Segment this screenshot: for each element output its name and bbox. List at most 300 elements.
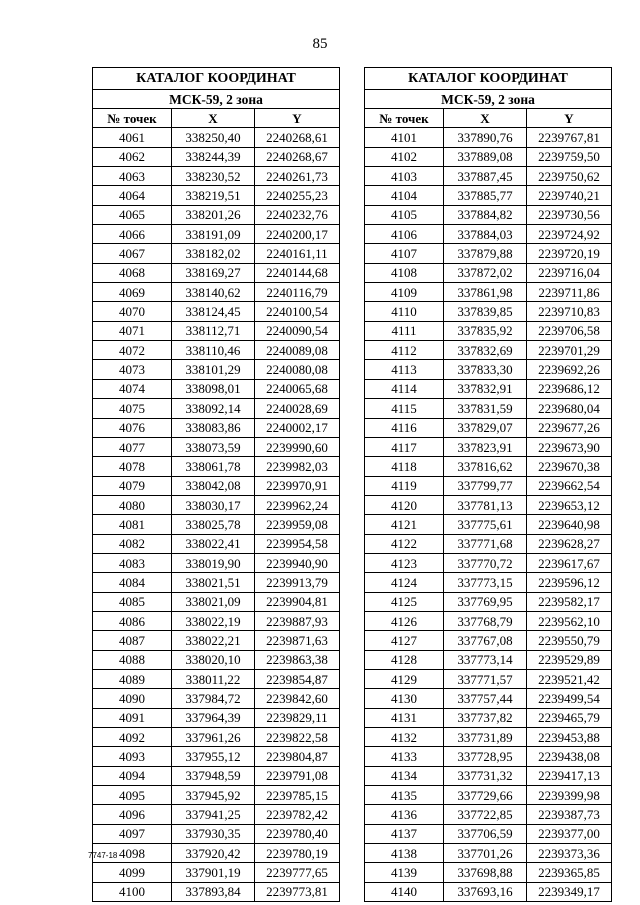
point-number-cell: 4087 xyxy=(93,631,172,650)
y-coordinate-cell: 2239954,58 xyxy=(255,534,340,553)
point-number-cell: 4114 xyxy=(365,379,444,398)
point-number-cell: 4119 xyxy=(365,476,444,495)
table-row xyxy=(93,669,340,688)
y-coordinate-cell: 2239750,62 xyxy=(527,167,612,186)
table-row xyxy=(93,708,340,727)
point-number-cell: 4108 xyxy=(365,263,444,282)
table-row xyxy=(93,437,340,456)
y-coordinate-cell: 2239453,88 xyxy=(527,728,612,747)
table-row xyxy=(93,534,340,553)
table-row xyxy=(365,476,612,495)
x-coordinate-cell: 338042,08 xyxy=(172,476,255,495)
point-number-cell: 4113 xyxy=(365,360,444,379)
x-coordinate-cell: 337879,88 xyxy=(444,244,527,263)
table-row xyxy=(365,611,612,630)
x-coordinate-cell: 338020,10 xyxy=(172,650,255,669)
point-number-cell: 4092 xyxy=(93,728,172,747)
y-coordinate-cell: 2239759,50 xyxy=(527,147,612,166)
x-coordinate-cell: 337885,77 xyxy=(444,186,527,205)
table-row xyxy=(93,225,340,244)
y-coordinate-cell: 2239677,26 xyxy=(527,418,612,437)
y-coordinate-cell: 2240232,76 xyxy=(255,205,340,224)
x-coordinate-cell: 338030,17 xyxy=(172,495,255,514)
point-number-cell: 4104 xyxy=(365,186,444,205)
point-number-cell: 4084 xyxy=(93,573,172,592)
y-coordinate-cell: 2240268,67 xyxy=(255,147,340,166)
x-coordinate-cell: 337964,39 xyxy=(172,708,255,727)
table-row xyxy=(93,205,340,224)
point-number-cell: 4081 xyxy=(93,515,172,534)
table-row xyxy=(365,244,612,263)
y-coordinate-cell: 2239970,91 xyxy=(255,476,340,495)
x-coordinate-cell: 337901,19 xyxy=(172,863,255,882)
x-coordinate-cell: 338191,09 xyxy=(172,225,255,244)
point-number-cell: 4134 xyxy=(365,766,444,785)
footer-code: 7747-18 xyxy=(88,851,118,860)
table-row xyxy=(93,495,340,514)
point-number-cell: 4125 xyxy=(365,592,444,611)
table-row xyxy=(93,418,340,437)
table-row xyxy=(365,689,612,708)
table-row xyxy=(365,573,612,592)
point-number-cell: 4133 xyxy=(365,747,444,766)
coordinate-catalog-table-left xyxy=(92,67,340,902)
table-row xyxy=(93,515,340,534)
table-row xyxy=(365,805,612,824)
table-row xyxy=(365,766,612,785)
x-coordinate-cell: 337771,68 xyxy=(444,534,527,553)
point-number-cell: 4138 xyxy=(365,844,444,863)
table-row xyxy=(93,379,340,398)
y-coordinate-cell: 2239465,79 xyxy=(527,708,612,727)
point-number-cell: 4082 xyxy=(93,534,172,553)
y-coordinate-cell: 2239417,13 xyxy=(527,766,612,785)
x-coordinate-cell: 337861,98 xyxy=(444,283,527,302)
x-coordinate-cell: 338092,14 xyxy=(172,399,255,418)
point-number-cell: 4126 xyxy=(365,611,444,630)
y-coordinate-cell: 2239686,12 xyxy=(527,379,612,398)
y-coordinate-cell: 2240100,54 xyxy=(255,302,340,321)
point-number-cell: 4098 xyxy=(93,844,172,863)
table-row xyxy=(365,263,612,282)
y-coordinate-cell: 2239854,87 xyxy=(255,669,340,688)
y-coordinate-cell: 2239706,58 xyxy=(527,321,612,340)
table-body xyxy=(365,128,612,902)
x-coordinate-cell: 338022,21 xyxy=(172,631,255,650)
x-coordinate-cell: 337893,84 xyxy=(172,882,255,901)
x-coordinate-cell: 337769,95 xyxy=(444,592,527,611)
y-coordinate-cell: 2239887,93 xyxy=(255,611,340,630)
table-row xyxy=(93,128,340,147)
point-number-cell: 4103 xyxy=(365,167,444,186)
point-number-cell: 4129 xyxy=(365,669,444,688)
y-coordinate-cell: 2240080,08 xyxy=(255,360,340,379)
point-number-cell: 4100 xyxy=(93,882,172,901)
point-number-cell: 4097 xyxy=(93,824,172,843)
y-coordinate-cell: 2240028,69 xyxy=(255,399,340,418)
table-row xyxy=(365,321,612,340)
table-title: КАТАЛОГ КООРДИНАТ xyxy=(365,68,612,90)
y-coordinate-cell: 2239716,04 xyxy=(527,263,612,282)
y-coordinate-cell: 2239962,24 xyxy=(255,495,340,514)
x-coordinate-cell: 338201,26 xyxy=(172,205,255,224)
table-row xyxy=(93,592,340,611)
x-coordinate-cell: 337889,08 xyxy=(444,147,527,166)
table-row xyxy=(365,747,612,766)
y-coordinate-cell: 2239662,54 xyxy=(527,476,612,495)
column-header-y: Y xyxy=(255,109,340,128)
x-coordinate-cell: 337955,12 xyxy=(172,747,255,766)
y-coordinate-cell: 2239387,73 xyxy=(527,805,612,824)
y-coordinate-cell: 2239982,03 xyxy=(255,457,340,476)
table-row xyxy=(365,708,612,727)
y-coordinate-cell: 2240090,54 xyxy=(255,321,340,340)
column-header-y: Y xyxy=(527,109,612,128)
y-coordinate-cell: 2239617,67 xyxy=(527,553,612,572)
table-row xyxy=(365,302,612,321)
x-coordinate-cell: 337839,85 xyxy=(444,302,527,321)
x-coordinate-cell: 337781,13 xyxy=(444,495,527,514)
table-row xyxy=(365,592,612,611)
x-coordinate-cell: 337706,59 xyxy=(444,824,527,843)
y-coordinate-cell: 2239822,58 xyxy=(255,728,340,747)
y-coordinate-cell: 2239521,42 xyxy=(527,669,612,688)
table-row xyxy=(365,283,612,302)
y-coordinate-cell: 2239680,04 xyxy=(527,399,612,418)
table-row xyxy=(93,766,340,785)
y-coordinate-cell: 2239871,63 xyxy=(255,631,340,650)
point-number-cell: 4066 xyxy=(93,225,172,244)
point-number-cell: 4117 xyxy=(365,437,444,456)
y-coordinate-cell: 2239791,08 xyxy=(255,766,340,785)
point-number-cell: 4075 xyxy=(93,399,172,418)
x-coordinate-cell: 337731,32 xyxy=(444,766,527,785)
y-coordinate-cell: 2239640,98 xyxy=(527,515,612,534)
x-coordinate-cell: 338219,51 xyxy=(172,186,255,205)
point-number-cell: 4061 xyxy=(93,128,172,147)
y-coordinate-cell: 2239399,98 xyxy=(527,786,612,805)
table-row xyxy=(365,882,612,901)
x-coordinate-cell: 338230,52 xyxy=(172,167,255,186)
x-coordinate-cell: 337698,88 xyxy=(444,863,527,882)
y-coordinate-cell: 2240144,68 xyxy=(255,263,340,282)
point-number-cell: 4074 xyxy=(93,379,172,398)
x-coordinate-cell: 337831,59 xyxy=(444,399,527,418)
point-number-cell: 4131 xyxy=(365,708,444,727)
x-coordinate-cell: 337832,91 xyxy=(444,379,527,398)
point-number-cell: 4080 xyxy=(93,495,172,514)
table-row xyxy=(365,515,612,534)
y-coordinate-cell: 2239596,12 xyxy=(527,573,612,592)
x-coordinate-cell: 338098,01 xyxy=(172,379,255,398)
table-row xyxy=(365,728,612,747)
table-row xyxy=(365,147,612,166)
table-row xyxy=(93,399,340,418)
x-coordinate-cell: 338112,71 xyxy=(172,321,255,340)
x-coordinate-cell: 337722,85 xyxy=(444,805,527,824)
table-row xyxy=(93,747,340,766)
x-coordinate-cell: 338244,39 xyxy=(172,147,255,166)
x-coordinate-cell: 337835,92 xyxy=(444,321,527,340)
y-coordinate-cell: 2239780,19 xyxy=(255,844,340,863)
table-row xyxy=(365,418,612,437)
point-number-cell: 4090 xyxy=(93,689,172,708)
table-row xyxy=(93,805,340,824)
point-number-cell: 4112 xyxy=(365,341,444,360)
point-number-cell: 4091 xyxy=(93,708,172,727)
table-row xyxy=(93,824,340,843)
x-coordinate-cell: 338182,02 xyxy=(172,244,255,263)
x-coordinate-cell: 337768,79 xyxy=(444,611,527,630)
x-coordinate-cell: 338073,59 xyxy=(172,437,255,456)
point-number-cell: 4111 xyxy=(365,321,444,340)
table-row xyxy=(365,128,612,147)
point-number-cell: 4105 xyxy=(365,205,444,224)
x-coordinate-cell: 338022,19 xyxy=(172,611,255,630)
x-coordinate-cell: 337770,72 xyxy=(444,553,527,572)
y-coordinate-cell: 2239913,79 xyxy=(255,573,340,592)
x-coordinate-cell: 338025,78 xyxy=(172,515,255,534)
table-row xyxy=(365,167,612,186)
y-coordinate-cell: 2239780,40 xyxy=(255,824,340,843)
point-number-cell: 4093 xyxy=(93,747,172,766)
point-number-cell: 4099 xyxy=(93,863,172,882)
x-coordinate-cell: 337773,15 xyxy=(444,573,527,592)
x-coordinate-cell: 337829,07 xyxy=(444,418,527,437)
y-coordinate-cell: 2239373,36 xyxy=(527,844,612,863)
x-coordinate-cell: 337816,62 xyxy=(444,457,527,476)
y-coordinate-cell: 2239777,65 xyxy=(255,863,340,882)
table-row xyxy=(365,379,612,398)
y-coordinate-cell: 2239959,08 xyxy=(255,515,340,534)
table-row xyxy=(365,650,612,669)
table-row xyxy=(365,863,612,882)
point-number-cell: 4127 xyxy=(365,631,444,650)
x-coordinate-cell: 337832,69 xyxy=(444,341,527,360)
y-coordinate-cell: 2239529,89 xyxy=(527,650,612,669)
x-coordinate-cell: 337799,77 xyxy=(444,476,527,495)
x-coordinate-cell: 337773,14 xyxy=(444,650,527,669)
x-coordinate-cell: 338169,27 xyxy=(172,263,255,282)
point-number-cell: 4130 xyxy=(365,689,444,708)
x-coordinate-cell: 337737,82 xyxy=(444,708,527,727)
x-coordinate-cell: 337833,30 xyxy=(444,360,527,379)
point-number-cell: 4068 xyxy=(93,263,172,282)
point-number-cell: 4073 xyxy=(93,360,172,379)
point-number-cell: 4063 xyxy=(93,167,172,186)
point-number-cell: 4070 xyxy=(93,302,172,321)
x-coordinate-cell: 337884,03 xyxy=(444,225,527,244)
table-row xyxy=(93,553,340,572)
y-coordinate-cell: 2239990,60 xyxy=(255,437,340,456)
point-number-cell: 4118 xyxy=(365,457,444,476)
column-header-x: X xyxy=(172,109,255,128)
point-number-cell: 4094 xyxy=(93,766,172,785)
x-coordinate-cell: 337767,08 xyxy=(444,631,527,650)
point-number-cell: 4116 xyxy=(365,418,444,437)
x-coordinate-cell: 337884,82 xyxy=(444,205,527,224)
table-row xyxy=(93,360,340,379)
table-row xyxy=(93,283,340,302)
point-number-cell: 4115 xyxy=(365,399,444,418)
column-header-x: X xyxy=(444,109,527,128)
table-row xyxy=(93,611,340,630)
x-coordinate-cell: 337823,91 xyxy=(444,437,527,456)
x-coordinate-cell: 337872,02 xyxy=(444,263,527,282)
y-coordinate-cell: 2239562,10 xyxy=(527,611,612,630)
x-coordinate-cell: 337948,59 xyxy=(172,766,255,785)
table-row xyxy=(365,534,612,553)
point-number-cell: 4085 xyxy=(93,592,172,611)
coordinate-catalog-table-right xyxy=(364,67,612,902)
point-number-cell: 4110 xyxy=(365,302,444,321)
x-coordinate-cell: 337771,57 xyxy=(444,669,527,688)
y-coordinate-cell: 2239773,81 xyxy=(255,882,340,901)
table-row xyxy=(365,824,612,843)
point-number-cell: 4128 xyxy=(365,650,444,669)
x-coordinate-cell: 337890,76 xyxy=(444,128,527,147)
y-coordinate-cell: 2239782,42 xyxy=(255,805,340,824)
x-coordinate-cell: 338083,86 xyxy=(172,418,255,437)
point-number-cell: 4137 xyxy=(365,824,444,843)
table-row xyxy=(365,631,612,650)
x-coordinate-cell: 338022,41 xyxy=(172,534,255,553)
table-row xyxy=(93,457,340,476)
y-coordinate-cell: 2239730,56 xyxy=(527,205,612,224)
x-coordinate-cell: 337731,89 xyxy=(444,728,527,747)
x-coordinate-cell: 337701,26 xyxy=(444,844,527,863)
table-row xyxy=(93,341,340,360)
y-coordinate-cell: 2239349,17 xyxy=(527,882,612,901)
x-coordinate-cell: 337729,66 xyxy=(444,786,527,805)
y-coordinate-cell: 2239670,38 xyxy=(527,457,612,476)
point-number-cell: 4123 xyxy=(365,553,444,572)
table-title: КАТАЛОГ КООРДИНАТ xyxy=(93,68,340,90)
y-coordinate-cell: 2239804,87 xyxy=(255,747,340,766)
x-coordinate-cell: 337887,45 xyxy=(444,167,527,186)
point-number-cell: 4065 xyxy=(93,205,172,224)
column-header-point: № точек xyxy=(365,109,444,128)
y-coordinate-cell: 2240255,23 xyxy=(255,186,340,205)
x-coordinate-cell: 337728,95 xyxy=(444,747,527,766)
table-zone: МСК-59, 2 зона xyxy=(93,90,340,109)
point-number-cell: 4088 xyxy=(93,650,172,669)
point-number-cell: 4122 xyxy=(365,534,444,553)
x-coordinate-cell: 337693,16 xyxy=(444,882,527,901)
table-row xyxy=(93,244,340,263)
x-coordinate-cell: 338124,45 xyxy=(172,302,255,321)
table-row xyxy=(93,650,340,669)
point-number-cell: 4109 xyxy=(365,283,444,302)
point-number-cell: 4089 xyxy=(93,669,172,688)
point-number-cell: 4120 xyxy=(365,495,444,514)
point-number-cell: 4076 xyxy=(93,418,172,437)
table-row xyxy=(365,495,612,514)
y-coordinate-cell: 2240200,17 xyxy=(255,225,340,244)
y-coordinate-cell: 2239377,00 xyxy=(527,824,612,843)
table-row xyxy=(93,302,340,321)
y-coordinate-cell: 2239785,15 xyxy=(255,786,340,805)
y-coordinate-cell: 2240268,61 xyxy=(255,128,340,147)
y-coordinate-cell: 2239904,81 xyxy=(255,592,340,611)
table-row xyxy=(93,167,340,186)
x-coordinate-cell: 337941,25 xyxy=(172,805,255,824)
y-coordinate-cell: 2240089,08 xyxy=(255,341,340,360)
table-zone: МСК-59, 2 зона xyxy=(365,90,612,109)
x-coordinate-cell: 337775,61 xyxy=(444,515,527,534)
x-coordinate-cell: 338110,46 xyxy=(172,341,255,360)
y-coordinate-cell: 2239863,38 xyxy=(255,650,340,669)
point-number-cell: 4083 xyxy=(93,553,172,572)
table-row xyxy=(365,399,612,418)
x-coordinate-cell: 338011,22 xyxy=(172,669,255,688)
table-body xyxy=(93,128,340,902)
table-row xyxy=(365,186,612,205)
y-coordinate-cell: 2239724,92 xyxy=(527,225,612,244)
table-row xyxy=(365,553,612,572)
table-row xyxy=(365,437,612,456)
table-row xyxy=(93,186,340,205)
y-coordinate-cell: 2239438,08 xyxy=(527,747,612,766)
y-coordinate-cell: 2240161,11 xyxy=(255,244,340,263)
table-row xyxy=(93,728,340,747)
table-row xyxy=(93,689,340,708)
y-coordinate-cell: 2239842,60 xyxy=(255,689,340,708)
y-coordinate-cell: 2239628,27 xyxy=(527,534,612,553)
x-coordinate-cell: 337961,26 xyxy=(172,728,255,747)
table-row xyxy=(365,341,612,360)
table-row xyxy=(93,321,340,340)
y-coordinate-cell: 2239701,29 xyxy=(527,341,612,360)
x-coordinate-cell: 337920,42 xyxy=(172,844,255,863)
point-number-cell: 4121 xyxy=(365,515,444,534)
point-number-cell: 4069 xyxy=(93,283,172,302)
point-number-cell: 4139 xyxy=(365,863,444,882)
x-coordinate-cell: 337945,92 xyxy=(172,786,255,805)
x-coordinate-cell: 337757,44 xyxy=(444,689,527,708)
point-number-cell: 4102 xyxy=(365,147,444,166)
table-row xyxy=(365,360,612,379)
x-coordinate-cell: 337984,72 xyxy=(172,689,255,708)
point-number-cell: 4067 xyxy=(93,244,172,263)
table-row xyxy=(93,882,340,901)
y-coordinate-cell: 2239711,86 xyxy=(527,283,612,302)
point-number-cell: 4132 xyxy=(365,728,444,747)
table-row xyxy=(93,631,340,650)
x-coordinate-cell: 338140,62 xyxy=(172,283,255,302)
point-number-cell: 4135 xyxy=(365,786,444,805)
x-coordinate-cell: 338021,09 xyxy=(172,592,255,611)
point-number-cell: 4106 xyxy=(365,225,444,244)
x-coordinate-cell: 337930,35 xyxy=(172,824,255,843)
table-row xyxy=(365,205,612,224)
table-row xyxy=(93,786,340,805)
table-row xyxy=(365,225,612,244)
table-row xyxy=(93,263,340,282)
y-coordinate-cell: 2240261,73 xyxy=(255,167,340,186)
y-coordinate-cell: 2239582,17 xyxy=(527,592,612,611)
x-coordinate-cell: 338101,29 xyxy=(172,360,255,379)
page-number: 85 xyxy=(312,36,328,52)
point-number-cell: 4101 xyxy=(365,128,444,147)
x-coordinate-cell: 338061,78 xyxy=(172,457,255,476)
table-row xyxy=(93,147,340,166)
point-number-cell: 4140 xyxy=(365,882,444,901)
y-coordinate-cell: 2239767,81 xyxy=(527,128,612,147)
x-coordinate-cell: 338019,90 xyxy=(172,553,255,572)
point-number-cell: 4086 xyxy=(93,611,172,630)
y-coordinate-cell: 2239710,83 xyxy=(527,302,612,321)
